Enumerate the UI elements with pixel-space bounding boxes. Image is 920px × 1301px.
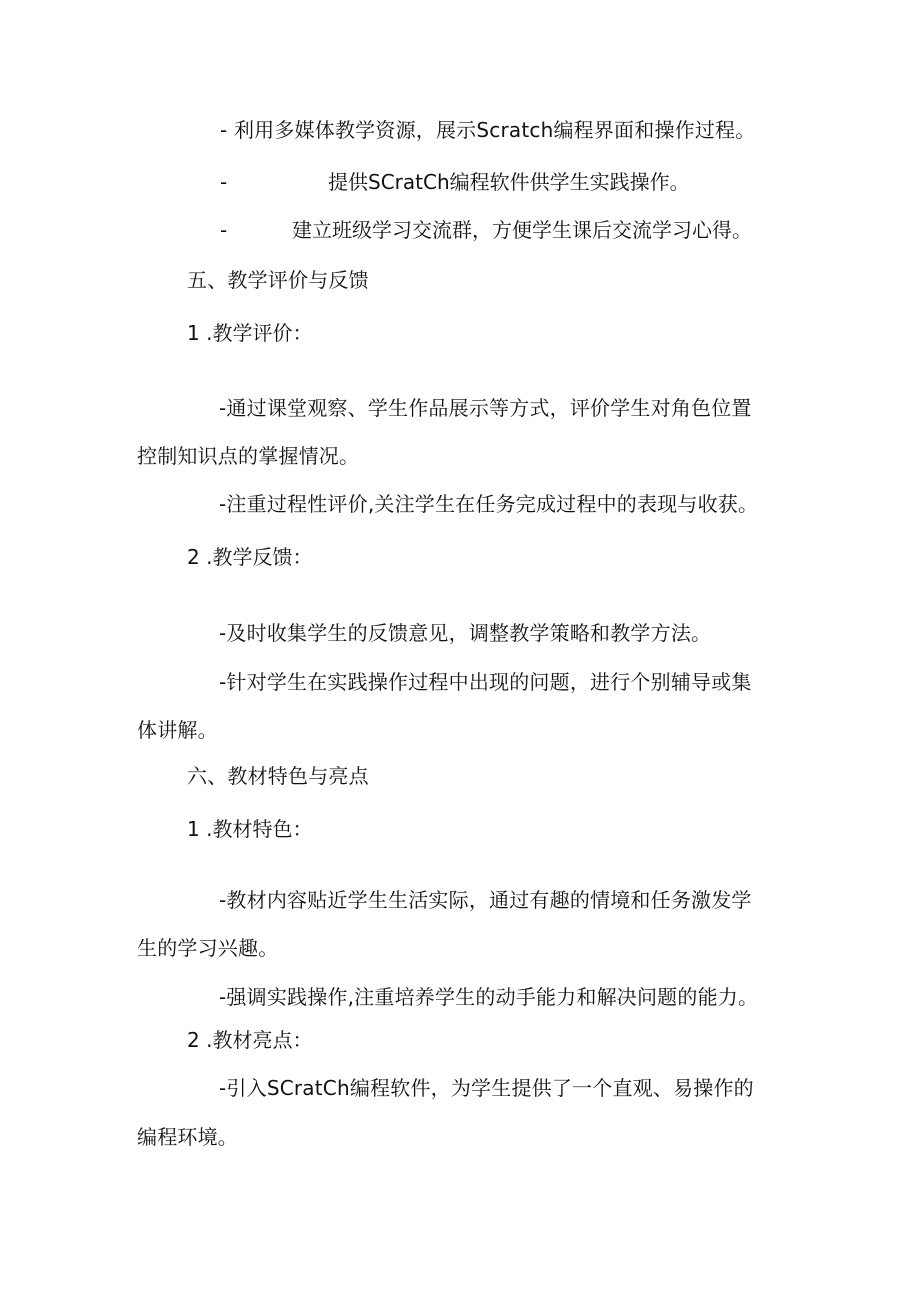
bullet-dash: - <box>220 218 228 242</box>
paragraph-features-content-cont: 生的学习兴趣。 <box>137 936 279 960</box>
paragraph-feedback-guidance-cont: 体讲解。 <box>137 718 218 742</box>
paragraph-feedback-guidance: -针对学生在实践操作过程中出现的问题，进行个别辅导或集 <box>219 670 752 694</box>
resource-item-software-text: 提供SCratCh编程软件供学生实践操作。 <box>328 170 690 194</box>
resource-item-group-text: 建立班级学习交流群，方便学生课后交流学习心得。 <box>292 218 752 242</box>
section-heading-features: 六、教材特色与亮点 <box>187 764 369 788</box>
paragraph-process-evaluation: -注重过程性评价,关注学生在任务完成过程中的表现与收获。 <box>219 492 759 516</box>
paragraph-highlights-scratch: -引入SCratCh编程软件，为学生提供了一个直观、易操作的 <box>219 1076 754 1100</box>
subsection-label-highlights: 2 .教材亮点： <box>187 1028 313 1052</box>
resource-item-multimedia: - 利用多媒体教学资源，展示Scratch编程界面和操作过程。 <box>220 118 756 142</box>
paragraph-features-content: -教材内容贴近学生生活实际，通过有趣的情境和任务激发学 <box>219 888 752 912</box>
bullet-dash: - <box>220 170 228 194</box>
paragraph-evaluation-methods-cont: 控制知识点的掌握情况。 <box>137 444 360 468</box>
subsection-label-features: 1 .教材特色： <box>187 817 313 841</box>
subsection-label-feedback: 2 .教学反馈： <box>187 545 313 569</box>
paragraph-feedback-collect: -及时收集学生的反馈意见，调整教学策略和教学方法。 <box>219 621 712 645</box>
resource-item-group <box>220 216 800 244</box>
subsection-label-evaluation: 1 .教学评价： <box>187 321 313 345</box>
paragraph-features-practice: -强调实践操作,注重培养学生的动手能力和解决问题的能力。 <box>219 985 759 1009</box>
paragraph-evaluation-methods: -通过课堂观察、学生作品展示等方式，评价学生对角色位置 <box>219 396 752 420</box>
paragraph-highlights-scratch-cont: 编程环境。 <box>137 1125 238 1149</box>
section-heading-evaluation: 五、教学评价与反馈 <box>187 268 369 292</box>
resource-item-software <box>220 168 780 196</box>
